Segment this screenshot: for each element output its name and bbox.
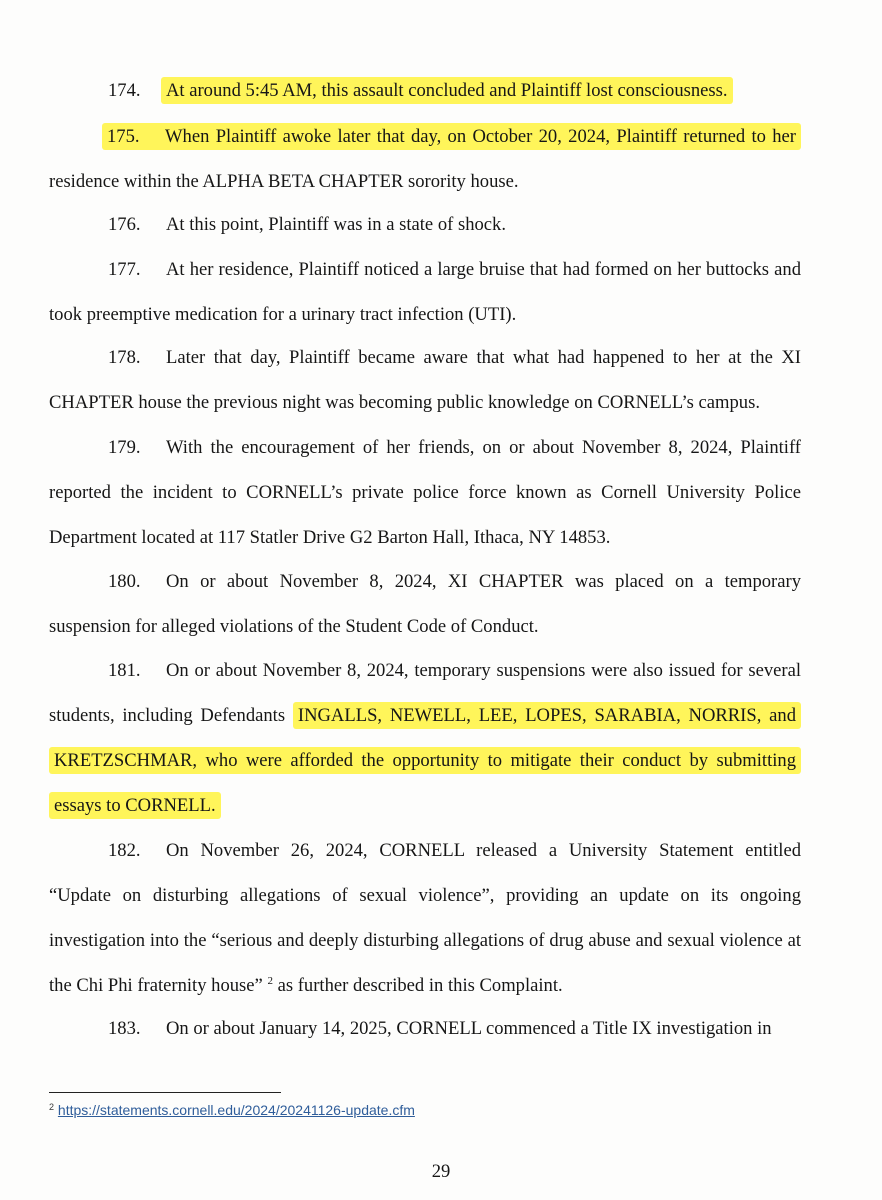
paragraph-176	[49, 202, 801, 247]
paragraph-180	[49, 559, 801, 649]
paragraph-text: At her residence, Plaintiff noticed a large bruise that had formed on her buttocks and took preemptive medication for a urinary tract infection (UTI).	[49, 259, 801, 325]
footnote-marker: 2	[49, 1102, 55, 1112]
paragraph-number: 176.	[108, 214, 141, 235]
paragraph-number: 183.	[108, 1018, 141, 1039]
paragraph-174	[49, 68, 801, 113]
paragraph-text: Later that day, Plaintiff became aware that what had happened to her at the XI CHAPTER house the previous night was becoming public knowledge on CORNELL’s campus.	[49, 347, 801, 413]
paragraph-number: 179.	[108, 437, 141, 458]
paragraph-number: 180.	[108, 571, 141, 592]
footnote-divider	[49, 1092, 281, 1093]
paragraph-text: With the encouragement of her friends, on or about November 8, 2024, Plaintiff reported the incident to CORNELL’s private police force known as Cornell University Police Department located at 117 Statler Drive G2 Barton Hall, Ithaca, NY 14853.	[49, 437, 801, 548]
paragraph-number: 182.	[108, 840, 141, 861]
highlighted-text: At around 5:45 AM, this assault concluded and Plaintiff lost consciousness.	[161, 77, 733, 104]
paragraph-number: 177.	[108, 259, 141, 280]
paragraph-177	[49, 247, 801, 337]
paragraph-text-cont: as further described in this Complaint.	[272, 975, 563, 996]
footnote-reference[interactable]: 2	[267, 975, 273, 987]
paragraph-179	[49, 425, 801, 560]
paragraph-number: 175.	[107, 126, 140, 147]
footnote	[49, 1102, 415, 1118]
paragraph-text: On or about November 8, 2024, temporary suspensions were also issued for several students, including Defendants	[49, 660, 801, 726]
paragraph-number: 178.	[108, 347, 141, 368]
paragraph-178	[49, 335, 801, 425]
paragraph-number: 181.	[108, 660, 141, 681]
paragraph-text: At this point, Plaintiff was in a state of shock.	[166, 214, 506, 235]
paragraph-text: residence within the ALPHA BETA CHAPTER sorority house.	[49, 171, 519, 192]
page-number: 29	[431, 1161, 451, 1182]
paragraph-text: On November 26, 2024, CORNELL released a University Statement entitled “Update on disturbing allegations of sexual violence”, providing an update on its ongoing investigation into the “serious and deeply disturbing allegations of drug abuse and sexual violence at the Chi Phi fraternity house”	[49, 840, 801, 996]
paragraph-182	[49, 828, 801, 1008]
paragraph-181	[49, 648, 801, 828]
highlighted-text: 175. When Plaintiff awoke later that day, on October 20, 2024, Plaintiff returned to her	[102, 123, 801, 150]
paragraph-175	[49, 114, 801, 204]
paragraph-number: 174.	[108, 80, 141, 101]
paragraph-text: On or about January 14, 2025, CORNELL commenced a Title IX investigation in	[166, 1018, 772, 1039]
highlighted-defendants: INGALLS, NEWELL, LEE, LOPES, SARABIA, NORRIS, and KRETZSCHMAR, who were afforded the opportunity to mitigate their conduct by submitting essays to CORNELL.	[49, 702, 801, 819]
footnote-link[interactable]: https://statements.cornell.edu/2024/20241126-update.cfm	[57, 1102, 415, 1118]
paragraph-text: On or about November 8, 2024, XI CHAPTER was placed on a temporary suspension for alleged violations of the Student Code of Conduct.	[49, 571, 801, 637]
paragraph-183	[49, 1006, 801, 1051]
